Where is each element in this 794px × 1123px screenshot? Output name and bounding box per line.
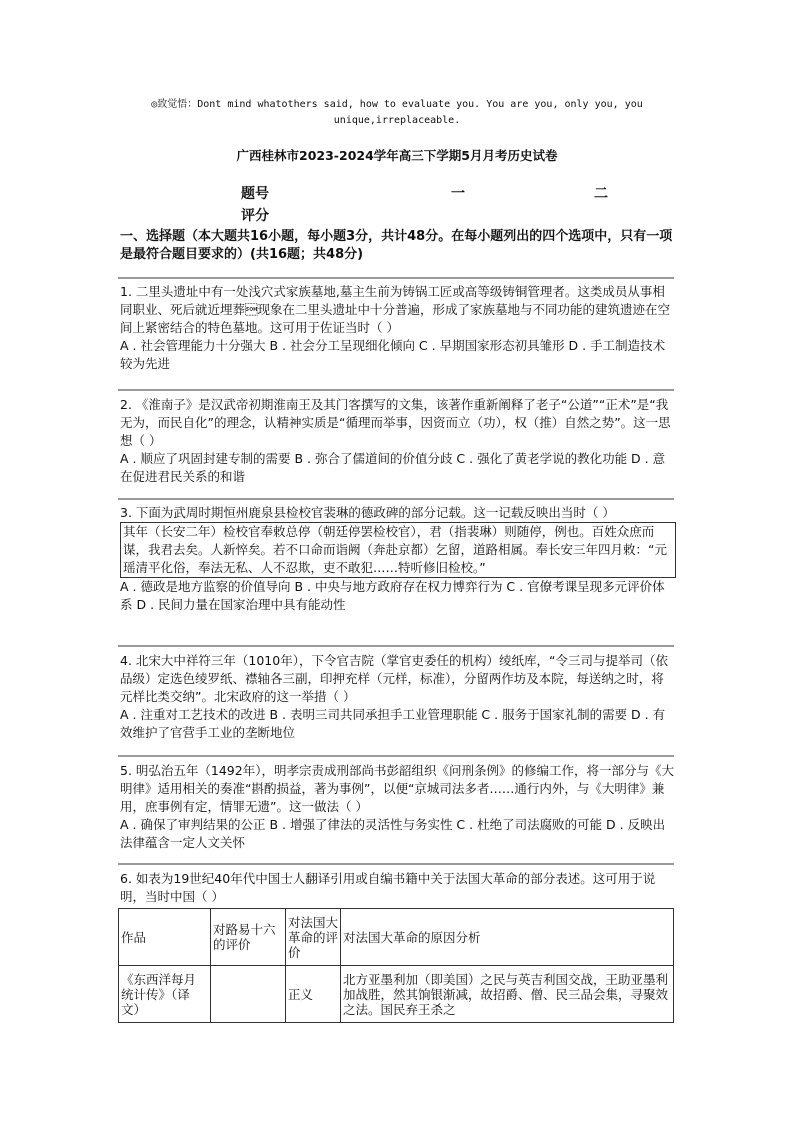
score-table-label-score: 评分 <box>241 208 269 224</box>
table-cell: 正义 <box>286 966 341 1023</box>
table-header-cell: 对路易十六的评价 <box>211 909 286 966</box>
french-revolution-table <box>118 908 674 1023</box>
question-2 <box>120 396 676 486</box>
table-header-cell: 作品 <box>119 909 211 966</box>
divider <box>118 755 674 757</box>
quoted-inscription: 其年（长安二年）检校官奉敕总停（朝廷停罢检校官），君（指裴琳）则随停，例也。百姓众庶而谋，我君去矣。人新悴矣。若不口命而诣阙（奔赴京都）乞留，道路相属。奉长安三年四月敕：“元瑶清平化俗，奉法无私、人不忍欺，吏不敢犯……特听修旧检校。” <box>120 522 676 578</box>
question-options: A . 确保了审判结果的公正 B . 增强了律法的灵活性与务实性 C . 杜绝了司法腐败的可能 D . 反映出法律蕴含一定人文关怀 <box>120 817 666 850</box>
table-header-cell: 对法国大革命的评价 <box>286 909 341 966</box>
table-cell <box>211 966 286 1023</box>
exam-title: 广西桂林市2023-2024学年高三下学期5月月考历史试卷 <box>236 148 558 163</box>
table-cell: 《东西洋每月统计传》（译文） <box>119 966 211 1023</box>
motto-text: ◎致觉悟：Dont mind whatothers said, how to evaluate you. You are you, only you, you unique,irreplaceable. <box>151 99 643 126</box>
divider <box>118 277 674 279</box>
score-table-col-2: 二 <box>594 186 608 202</box>
question-3 <box>120 504 676 614</box>
question-options: A . 德政是地方监察的价值导向 B . 中央与地方政府存在权力博弈行为 C . 官僚考课呈现多元评价体系 D . 民间力量在国家治理中具有能动性 <box>120 579 665 612</box>
table-row <box>119 966 674 1023</box>
question-stem: 3. 下面为武周时期恒州鹿泉县检校官裴琳的德政碑的部分记载。这一记载反映出当时（ ） <box>120 505 615 520</box>
table-header-row <box>119 909 674 966</box>
score-table-label-number: 题号 <box>241 186 269 202</box>
question-1 <box>120 283 676 373</box>
question-stem: 4. 北宋大中祥符三年（1010年），下令官吉院（掌官吏委任的机构）绫纸库，“令三司与提举司（依品级）定选色绫罗纸、襟轴各三副，印押充样（元样，标准），分留两作坊及本院，每送纳之时，将元样比类交纳”。北宋政府的这一举措（ ） <box>120 653 668 704</box>
question-stem: 1. 二里头遗址中有一处浅穴式家族墓地,墓主生前为铸锅工匠或高等级铸铜管理者。这类成员从事相同职业、死后就近埋葬现象在二里头遗址中十分普遍，形成了家族墓地与不同功能的建筑遗迹在空间上紧密结合的特色墓地。这可用于佐证当时（ ） <box>120 284 671 335</box>
question-stem: 2. 《淮南子》是汉武帝初期淮南王及其门客撰写的文集，该著作重新阐释了老子“公道”“正术”是“我无为，而民自化”的理念，认精神实质是“循理而举事，因资而立（功），权（推）自然之势”。这一思想（ ） <box>120 397 671 448</box>
question-options: A . 顺应了巩固封建专制的需要 B . 弥合了儒道间的价值分歧 C . 强化了黄老学说的教化功能 D . 意在促进君民关系的和谐 <box>120 451 666 484</box>
question-4 <box>120 652 676 742</box>
divider <box>118 389 674 391</box>
question-stem: 6. 如表为19世纪40年代中国士人翻译引用或自编书籍中关于法国大革命的部分表述。这可用于说明，当时中国（ ） <box>120 871 656 904</box>
divider <box>118 863 674 865</box>
section-heading: 一、选择题（本大题共16小题，每小题3分，共计48分。在每小题列出的四个选项中，只有一项是最符合题目要求的）(共16题；共48分) <box>120 229 673 262</box>
table-cell: 北方亚墨利加（即美国）之民与英吉利国交战，王助亚墨利加战胜，然其饷银渐减，故招爵、僧、民三品会集，寻聚效之法。国民弃王杀之 <box>341 966 674 1023</box>
question-options: A . 社会管理能力十分强大 B . 社会分工呈现细化倾向 C . 早期国家形态初具雏形 D . 手工制造技术较为先进 <box>120 338 666 371</box>
divider <box>118 645 674 647</box>
divider <box>118 498 674 500</box>
table-header-cell: 对法国大革命的原因分析 <box>341 909 674 966</box>
question-stem: 5. 明弘治五年（1492年），明孝宗责成刑部尚书彭韶组织《问刑条例》的修编工作，将一部分与《大明律》适用相关的奏准“斟酌损益，著为事例”，以便“京城司法多者……通行内外，与《大明律》兼用，庶事例有定，情罪无遗”。这一做法（ ） <box>120 763 674 814</box>
score-table-col-1: 一 <box>451 186 465 202</box>
question-5 <box>120 762 676 852</box>
question-options: A . 注重对工艺技术的改进 B . 表明三司共同承担手工业管理职能 C . 服务于国家礼制的需要 D . 有效维护了官营手工业的垄断地位 <box>120 707 666 740</box>
question-6 <box>120 870 676 906</box>
